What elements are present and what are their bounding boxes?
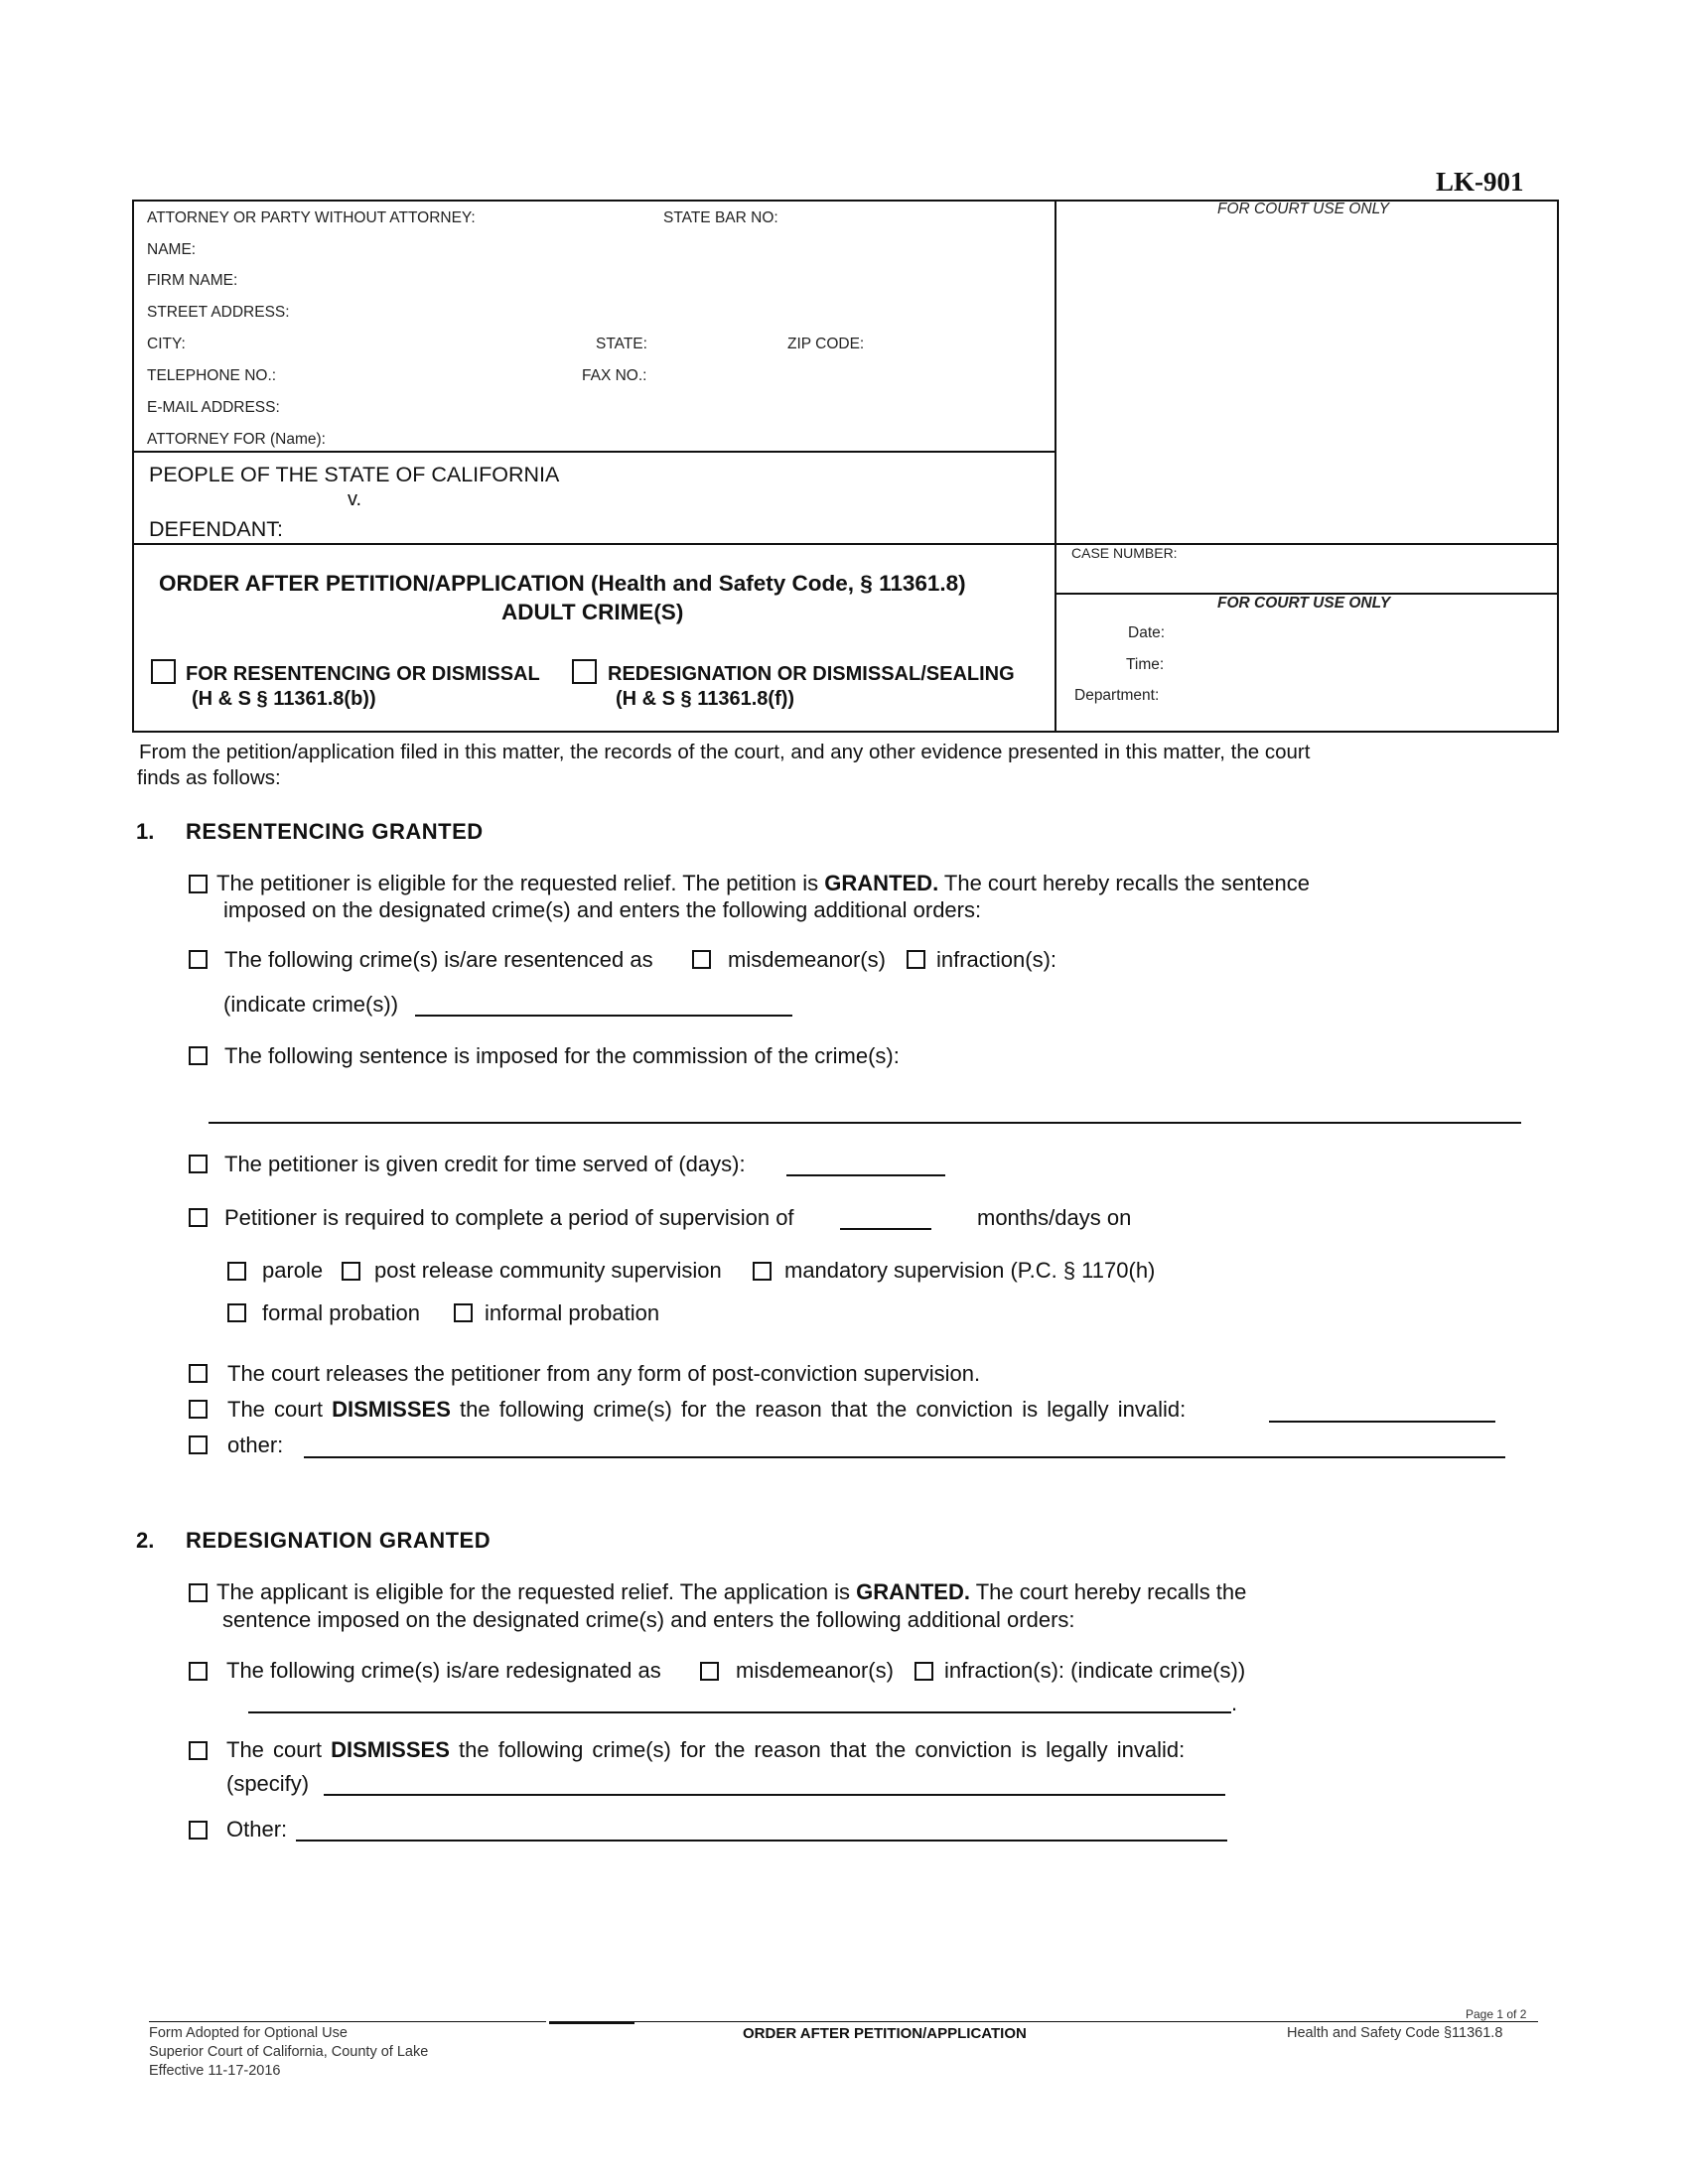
s1-supervision-blank[interactable] bbox=[840, 1228, 931, 1230]
section2-heading: REDESIGNATION GRANTED bbox=[186, 1528, 492, 1553]
s2-indicate-period: . bbox=[1231, 1691, 1238, 1715]
s2-dismiss-text bbox=[226, 1737, 1185, 1763]
order-subtitle: ADULT CRIME(S) bbox=[501, 600, 684, 624]
s1-informal-label: informal probation bbox=[485, 1300, 660, 1325]
s1-granted: GRANTED. bbox=[824, 871, 939, 895]
form-id: LK-901 bbox=[1436, 167, 1524, 197]
footer-effective: Effective 11-17-2016 bbox=[149, 2063, 281, 2079]
caption-divider-vertical bbox=[1055, 200, 1056, 733]
date-label: Date: bbox=[1128, 624, 1166, 641]
s2-specify-label: (specify) bbox=[226, 1771, 310, 1796]
s1-credit-text: The petitioner is given credit for time served of (days): bbox=[224, 1152, 746, 1176]
section1-heading: RESENTENCING GRANTED bbox=[186, 819, 484, 844]
s1-dismiss-pre: The court bbox=[227, 1397, 323, 1422]
email-label: E-MAIL ADDRESS: bbox=[147, 399, 280, 416]
s1-eligible-post: The court hereby recalls the sentence bbox=[943, 871, 1310, 895]
court-use-bottom: FOR COURT USE ONLY bbox=[1217, 595, 1391, 612]
s1-releases-text: The court releases the petitioner from any form of post-conviction supervision. bbox=[227, 1361, 981, 1386]
resentencing-option-code: (H & S § 11361.8(b)) bbox=[192, 688, 376, 710]
s1-supervision-text: Petitioner is required to complete a period of supervision of bbox=[224, 1205, 794, 1230]
footer-court: Superior Court of California, County of Lake bbox=[149, 2044, 429, 2060]
s2-redesignated-text: The following crime(s) is/are redesignated as bbox=[226, 1658, 661, 1683]
caption-divider-parties bbox=[132, 543, 1055, 545]
s1-prcs-label: post release community supervision bbox=[374, 1258, 722, 1283]
redesignation-option-label: REDESIGNATION OR DISMISSAL/SEALING bbox=[608, 663, 1015, 685]
s2-indicate-blank[interactable] bbox=[248, 1711, 1231, 1713]
s2-infraction-checkbox[interactable] bbox=[914, 1662, 933, 1681]
footer-rule-left bbox=[149, 2021, 546, 2022]
name-label: NAME: bbox=[147, 241, 197, 258]
s2-eligible-post: The court hereby recalls the bbox=[975, 1579, 1247, 1604]
defendant-label: DEFENDANT: bbox=[149, 517, 283, 541]
s2-dismiss-pre: The court bbox=[226, 1737, 322, 1762]
s1-misdemeanor-label: misdemeanor(s) bbox=[728, 947, 886, 972]
footer-page: Page 1 of 2 bbox=[1466, 2007, 1527, 2021]
footer-adopted: Form Adopted for Optional Use bbox=[149, 2025, 348, 2041]
caption-divider-attorney bbox=[132, 451, 1055, 453]
s1-eligible-checkbox[interactable] bbox=[189, 875, 208, 893]
s1-dismiss-blank[interactable] bbox=[1269, 1421, 1495, 1423]
s1-formal-checkbox[interactable] bbox=[227, 1303, 246, 1322]
s1-eligible-text-2: imposed on the designated crime(s) and enters the following additional orders: bbox=[223, 897, 982, 922]
s2-other-label: Other: bbox=[226, 1817, 288, 1842]
s2-dismiss-post: the following crime(s) for the reason that the conviction is legally invalid: bbox=[459, 1737, 1186, 1762]
resentencing-option-label: FOR RESENTENCING OR DISMISSAL bbox=[186, 663, 540, 685]
s1-informal-checkbox[interactable] bbox=[454, 1303, 473, 1322]
s1-sentence-text: The following sentence is imposed for the commission of the crime(s): bbox=[224, 1043, 900, 1068]
s1-parole-checkbox[interactable] bbox=[227, 1262, 246, 1281]
state-bar-label: STATE BAR NO: bbox=[663, 209, 778, 226]
s1-prcs-checkbox[interactable] bbox=[342, 1262, 360, 1281]
s1-supervision-checkbox[interactable] bbox=[189, 1208, 208, 1227]
court-use-top: FOR COURT USE ONLY bbox=[1217, 201, 1390, 217]
s1-indicate-blank[interactable] bbox=[415, 1015, 792, 1017]
s1-infraction-label: infraction(s): bbox=[936, 947, 1057, 972]
order-title: ORDER AFTER PETITION/APPLICATION (Health and Safety Code, § 11361.8) bbox=[159, 571, 966, 596]
s1-credit-blank[interactable] bbox=[786, 1174, 945, 1176]
s2-eligible-pre: The applicant is eligible for the requested relief. The application is bbox=[216, 1579, 850, 1604]
s2-eligible-checkbox[interactable] bbox=[189, 1583, 208, 1602]
s2-granted: GRANTED. bbox=[856, 1579, 970, 1604]
s1-sentence-checkbox[interactable] bbox=[189, 1046, 208, 1065]
s2-dismisses: DISMISSES bbox=[331, 1737, 450, 1762]
s1-other-blank[interactable] bbox=[304, 1456, 1505, 1458]
state-label: STATE: bbox=[596, 336, 647, 352]
s2-eligible-text-2: sentence imposed on the designated crime(s) and enters the following additional orders: bbox=[222, 1607, 1075, 1632]
resentencing-option-checkbox[interactable] bbox=[151, 659, 176, 684]
s1-releases-checkbox[interactable] bbox=[189, 1364, 208, 1383]
s1-other-label: other: bbox=[227, 1433, 284, 1457]
redesignation-option-code: (H & S § 11361.8(f)) bbox=[616, 688, 795, 710]
firm-label: FIRM NAME: bbox=[147, 272, 238, 289]
s1-infraction-checkbox[interactable] bbox=[907, 950, 925, 969]
section2-number: 2. bbox=[136, 1528, 155, 1553]
section1-number: 1. bbox=[136, 819, 155, 844]
s1-eligible-text bbox=[216, 871, 1310, 896]
department-label: Department: bbox=[1074, 687, 1160, 704]
s1-dismiss-post: the following crime(s) for the reason that the conviction is legally invalid: bbox=[460, 1397, 1187, 1422]
s2-misdemeanor-label: misdemeanor(s) bbox=[736, 1658, 894, 1683]
s1-sentence-blank[interactable] bbox=[209, 1122, 1521, 1124]
s2-other-checkbox[interactable] bbox=[189, 1821, 208, 1840]
s1-resentenced-checkbox[interactable] bbox=[189, 950, 208, 969]
intro-text-2: finds as follows: bbox=[137, 766, 281, 789]
s2-eligible-text bbox=[216, 1579, 1246, 1605]
s2-other-blank[interactable] bbox=[296, 1840, 1227, 1842]
redesignation-option-checkbox[interactable] bbox=[572, 659, 597, 684]
s2-specify-blank[interactable] bbox=[324, 1794, 1225, 1796]
s1-parole-label: parole bbox=[262, 1258, 324, 1283]
footer-code: Health and Safety Code §11361.8 bbox=[1287, 2025, 1503, 2041]
footer-title: ORDER AFTER PETITION/APPLICATION bbox=[743, 2025, 1027, 2042]
versus-label: v. bbox=[348, 488, 362, 510]
s2-infraction-label: infraction(s): (indicate crime(s)) bbox=[944, 1658, 1246, 1683]
s1-indicate-label: (indicate crime(s)) bbox=[223, 992, 399, 1017]
zip-label: ZIP CODE: bbox=[787, 336, 865, 352]
s2-dismiss-checkbox[interactable] bbox=[189, 1741, 208, 1760]
s2-misdemeanor-checkbox[interactable] bbox=[700, 1662, 719, 1681]
case-number-label: CASE NUMBER: bbox=[1071, 545, 1178, 561]
s1-dismiss-text bbox=[227, 1397, 1186, 1423]
s1-credit-checkbox[interactable] bbox=[189, 1155, 208, 1173]
s1-other-checkbox[interactable] bbox=[189, 1435, 208, 1454]
s1-dismisses: DISMISSES bbox=[332, 1397, 451, 1422]
s1-mandatory-label: mandatory supervision (P.C. § 1170(h) bbox=[784, 1258, 1156, 1283]
s1-formal-label: formal probation bbox=[262, 1300, 420, 1325]
s1-resentenced-text: The following crime(s) is/are resentenced as bbox=[224, 947, 653, 972]
city-label: CITY: bbox=[147, 336, 186, 352]
telephone-label: TELEPHONE NO.: bbox=[147, 367, 277, 384]
intro-text: From the petition/application filed in this matter, the records of the court, and any other evidence presented in this matter, the court bbox=[139, 741, 1311, 763]
s1-dismiss-checkbox[interactable] bbox=[189, 1400, 208, 1419]
fax-label: FAX NO.: bbox=[582, 367, 647, 384]
street-label: STREET ADDRESS: bbox=[147, 304, 290, 321]
s1-misdemeanor-checkbox[interactable] bbox=[692, 950, 711, 969]
footer-rule-mid bbox=[549, 2021, 634, 2024]
attorney-for-label: ATTORNEY FOR (Name): bbox=[147, 431, 326, 448]
s1-eligible-pre: The petitioner is eligible for the requested relief. The petition is bbox=[216, 871, 819, 895]
footer-rule-right bbox=[634, 2021, 1538, 2022]
people-label: PEOPLE OF THE STATE OF CALIFORNIA bbox=[149, 463, 560, 486]
s1-supervision-post: months/days on bbox=[977, 1205, 1132, 1230]
time-label: Time: bbox=[1126, 656, 1165, 673]
s2-redesignated-checkbox[interactable] bbox=[189, 1662, 208, 1681]
attorney-label: ATTORNEY OR PARTY WITHOUT ATTORNEY: bbox=[147, 209, 476, 226]
s1-mandatory-checkbox[interactable] bbox=[753, 1262, 772, 1281]
